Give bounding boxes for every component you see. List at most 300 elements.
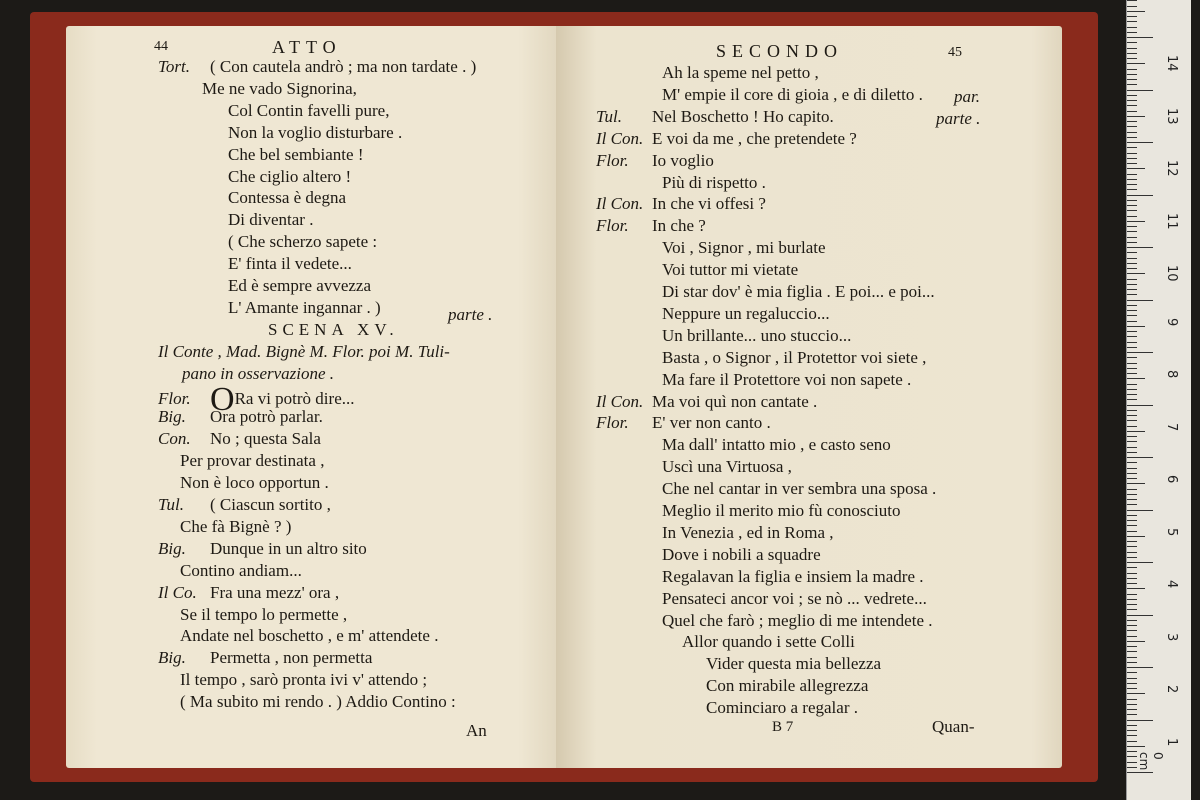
ruler-tick <box>1127 294 1137 295</box>
ruler-number: 11 <box>1164 212 1179 230</box>
ruler-tick <box>1127 441 1137 442</box>
text-line <box>596 391 817 413</box>
line-text: Cominciaro a regalar . <box>706 698 858 718</box>
line-text: Pensateci ancor voi ; se nò ... vedrete... <box>662 588 927 608</box>
ruler-tick <box>1127 447 1137 448</box>
ruler-tick <box>1127 405 1153 406</box>
text-line <box>158 516 291 538</box>
ruler-tick <box>1127 347 1137 348</box>
ruler-tick <box>1127 473 1137 474</box>
ruler-tick <box>1127 426 1137 427</box>
speaker-label: Tul. <box>158 495 184 514</box>
ruler-tick <box>1127 310 1137 311</box>
text-line <box>596 150 714 172</box>
line-text: Dunque in un altro sito <box>210 538 367 558</box>
line-text: Fra una mezz' ora , <box>210 582 340 602</box>
text-line <box>596 588 927 610</box>
ruler-tick <box>1127 767 1137 768</box>
text-line <box>158 275 371 297</box>
text-line <box>158 209 313 231</box>
ruler-tick <box>1127 158 1137 159</box>
ruler-tick <box>1127 457 1153 458</box>
text-line <box>596 697 858 719</box>
text-line <box>596 193 766 215</box>
initial-letter: O <box>210 380 235 418</box>
line-text: Per provar destinata , <box>180 451 325 471</box>
ruler-tick <box>1127 709 1137 710</box>
ruler-tick <box>1127 42 1137 43</box>
ruler-tick <box>1127 483 1145 484</box>
ruler-number: 1 <box>1164 737 1179 746</box>
text-line <box>158 625 438 647</box>
line-text: ( Che scherzo sapete : <box>228 232 378 252</box>
ruler-tick <box>1127 494 1137 495</box>
ruler-tick <box>1127 636 1137 637</box>
text-line <box>158 122 402 144</box>
ruler-tick <box>1127 237 1137 238</box>
ruler-tick <box>1127 321 1137 322</box>
ruler-number: 10 <box>1164 265 1179 282</box>
catchword-left: An <box>466 721 487 740</box>
ruler-tick <box>1127 756 1137 757</box>
ruler-tick <box>1127 326 1145 327</box>
text-line <box>158 297 381 319</box>
ruler-tick <box>1127 399 1137 400</box>
text-line <box>158 253 352 275</box>
line-text: E voi da me , che pretendete ? <box>652 128 857 148</box>
line-text: Nel Boschetto ! Ho capito. <box>652 106 834 126</box>
ruler-tick <box>1127 179 1137 180</box>
speaker-label: Il Co. <box>158 582 197 602</box>
signature-mark: B 7 <box>772 719 794 735</box>
ruler-tick <box>1127 121 1137 122</box>
text-line <box>596 478 936 500</box>
ruler-tick <box>1127 368 1137 369</box>
ruler-tick <box>1127 331 1137 332</box>
ruler-tick <box>1127 536 1145 537</box>
line-text: SCENA XV. <box>268 319 399 339</box>
text-line <box>158 166 351 188</box>
ruler-tick <box>1127 126 1137 127</box>
ruler-number: 7 <box>1164 422 1179 431</box>
line-text: Più di rispetto . <box>662 172 766 192</box>
line-text: Ra vi potrò dire... <box>234 388 355 408</box>
text-line <box>596 456 792 478</box>
ruler-tick <box>1127 247 1153 248</box>
speaker-label: Flor. <box>158 388 191 408</box>
ruler-tick <box>1127 74 1137 75</box>
line-text: Che nel cantar in ver sembra una sposa . <box>662 479 937 499</box>
ruler-tick <box>1127 305 1137 306</box>
text-line <box>158 450 324 472</box>
text-line <box>596 281 935 303</box>
text-line <box>158 647 372 669</box>
speaker-label: Flor. <box>596 150 629 170</box>
ruler-tick <box>1127 84 1137 85</box>
ruler-tick <box>1127 468 1137 469</box>
ruler-tick <box>1127 268 1137 269</box>
text-line <box>596 128 857 150</box>
ruler-tick <box>1127 720 1153 721</box>
line-text: Ah la speme nel petto , <box>662 63 819 82</box>
line-text: M' empie il core di gioia , e di diletto . <box>662 84 923 104</box>
ruler-tick <box>1127 489 1137 490</box>
ruler-tick <box>1127 504 1137 505</box>
text-line <box>596 106 834 128</box>
ruler-tick <box>1127 27 1137 28</box>
ruler-number: 3 <box>1164 632 1179 641</box>
ruler-tick <box>1127 216 1137 217</box>
line-text: Ora potrò parlar. <box>210 407 323 427</box>
ruler-tick <box>1127 615 1153 616</box>
ruler-tick <box>1127 604 1137 605</box>
line-text: Allor quando i sette Colli <box>682 632 855 652</box>
ruler-tick <box>1127 541 1137 542</box>
ruler-tick <box>1127 515 1137 516</box>
ruler-tick <box>1127 741 1137 742</box>
line-text: Non è loco opportun . <box>180 473 329 493</box>
ruler-tick <box>1127 620 1137 621</box>
left-page <box>66 26 580 768</box>
ruler-tick <box>1127 725 1137 726</box>
ruler-tick <box>1127 578 1137 579</box>
speaker-label: Il Con. <box>596 128 644 148</box>
line-text: Contino andiam... <box>180 560 302 580</box>
line-text: ( Ma subito mi rendo . ) Addio Contino : <box>180 692 456 712</box>
line-text: Io voglio <box>652 150 714 170</box>
line-text: Basta , o Signor , il Protettor voi siete , <box>662 347 927 367</box>
line-text: Me ne vado Signorina, <box>202 78 357 98</box>
text-line <box>596 325 851 347</box>
ruler-tick <box>1127 662 1137 663</box>
speaker-label: Big. <box>158 538 186 558</box>
ruler-tick <box>1127 672 1137 673</box>
ruler-tick <box>1127 210 1137 211</box>
text-line <box>158 78 357 100</box>
line-text: Che ciglio altero ! <box>228 166 352 186</box>
ruler-tick <box>1127 168 1145 169</box>
text-line <box>596 631 855 653</box>
ruler-number: 13 <box>1164 107 1179 125</box>
text-line <box>596 172 766 194</box>
ruler-tick <box>1127 420 1137 421</box>
line-text: In che vi offesi ? <box>652 194 766 214</box>
ruler-tick <box>1127 100 1137 101</box>
page-number-right: 45 <box>948 45 962 60</box>
text-line <box>596 653 881 675</box>
ruler-tick <box>1127 300 1153 301</box>
ruler-tick <box>1127 735 1137 736</box>
ruler-tick <box>1127 373 1137 374</box>
line-text: Col Contin favelli pure, <box>228 100 390 120</box>
ruler-tick <box>1127 63 1145 64</box>
measuring-ruler <box>1126 0 1191 800</box>
text-line <box>158 669 427 691</box>
line-text: Il tempo , sarò pronta ivi v' attendo ; <box>180 670 428 690</box>
text-line <box>596 434 891 456</box>
ruler-tick <box>1127 525 1137 526</box>
ruler-tick <box>1127 163 1137 164</box>
ruler-tick <box>1127 205 1137 206</box>
ruler-tick <box>1127 90 1153 91</box>
text-line <box>596 610 933 632</box>
ruler-tick <box>1127 630 1137 631</box>
line-text: Non la voglio disturbare . <box>228 122 403 142</box>
ruler-tick <box>1127 657 1137 658</box>
ruler-tick <box>1127 189 1137 190</box>
ruler-tick <box>1127 11 1145 12</box>
line-text: ( Ciascun sortito , <box>210 495 331 514</box>
ruler-tick <box>1127 116 1145 117</box>
ruler-tick <box>1127 279 1137 280</box>
ruler-tick <box>1127 258 1137 259</box>
text-line <box>158 538 367 560</box>
stage-direction-parte: parte . <box>448 305 493 324</box>
ruler-tick <box>1127 641 1145 642</box>
text-line <box>596 566 924 588</box>
ruler-tick <box>1127 499 1137 500</box>
ruler-tick <box>1127 704 1137 705</box>
ruler-tick <box>1127 221 1145 222</box>
ruler-tick <box>1127 105 1137 106</box>
ruler-tick <box>1127 415 1137 416</box>
line-text: No ; questa Sala <box>210 429 321 449</box>
text-line <box>596 544 821 566</box>
text-line <box>596 84 923 106</box>
ruler-tick <box>1127 520 1137 521</box>
line-text: ( Con cautela andrò ; ma non tardate . ) <box>210 57 477 76</box>
ruler-number: 5 <box>1164 527 1179 536</box>
line-text: Regalavan la figlia e insiem la madre . <box>662 566 924 586</box>
ruler-tick <box>1127 699 1137 700</box>
stage-direction-par: par. <box>954 87 980 106</box>
ruler-tick <box>1127 678 1137 679</box>
ruler-tick <box>1127 714 1137 715</box>
ruler-tick <box>1127 132 1137 133</box>
ruler-number: 2 <box>1164 685 1179 694</box>
ruler-tick <box>1127 342 1137 343</box>
ruler-tick <box>1127 16 1137 17</box>
ruler-tick <box>1127 436 1137 437</box>
line-text: Che fà Bignè ? ) <box>180 516 292 536</box>
ruler-number: 14 <box>1164 55 1179 72</box>
line-text: In Venezia , ed in Roma , <box>662 522 834 542</box>
line-text: Dove i nobili a squadre <box>662 544 821 564</box>
line-text: Neppure un regaluccio... <box>662 303 830 323</box>
line-text: Meglio il merito mio fù conosciuto <box>662 501 901 520</box>
ruler-tick <box>1127 200 1137 201</box>
ruler-tick <box>1127 315 1137 316</box>
text-line <box>158 56 476 78</box>
ruler-tick <box>1127 174 1137 175</box>
text-line <box>596 369 911 391</box>
ruler-tick <box>1127 389 1137 390</box>
line-text: Quel che farò ; meglio di me intendete . <box>662 610 933 630</box>
line-text: E' ver non canto . <box>652 413 771 433</box>
ruler-tick <box>1127 762 1137 763</box>
line-text: Contessa è degna <box>228 188 347 208</box>
ruler-tick <box>1127 153 1137 154</box>
speaker-label: Tul. <box>596 106 622 126</box>
ruler-tick <box>1127 252 1137 253</box>
ruler-tick <box>1127 195 1153 196</box>
ruler-tick <box>1127 772 1153 773</box>
text-line <box>158 560 302 582</box>
ruler-tick <box>1127 32 1137 33</box>
ruler-tick <box>1127 452 1137 453</box>
text-line <box>596 675 868 697</box>
ruler-tick <box>1127 263 1137 264</box>
ruler-number: 9 <box>1164 317 1179 326</box>
ruler-tick <box>1127 609 1137 610</box>
ruler-tick <box>1127 284 1137 285</box>
text-line <box>596 62 819 84</box>
line-text: E' finta il vedete... <box>228 254 352 274</box>
text-line <box>158 187 346 209</box>
text-line <box>158 472 329 494</box>
line-text: Di star dov' è mia figlia . E poi... e poi... <box>662 282 935 301</box>
text-line <box>158 494 331 516</box>
running-head-left: ATTO <box>272 37 342 57</box>
ruler-tick <box>1127 137 1137 138</box>
ruler-tick <box>1127 562 1153 563</box>
line-text: Vider questa mia bellezza <box>706 654 882 674</box>
line-text: Ma dall' intatto mio , e casto seno <box>662 435 891 455</box>
stage-direction-parte-right: parte . <box>936 109 981 128</box>
ruler-tick <box>1127 21 1137 22</box>
ruler-tick <box>1127 273 1145 274</box>
text-line <box>596 412 771 434</box>
ruler-number: 4 <box>1164 580 1179 589</box>
line-text: Ma fare il Protettore voi non sapete . <box>662 369 912 389</box>
ruler-tick <box>1127 69 1137 70</box>
ruler-tick <box>1127 184 1137 185</box>
text-line <box>596 215 706 237</box>
ruler-tick <box>1127 37 1153 38</box>
line-text: Un brillante... uno stuccio... <box>662 325 852 345</box>
ruler-tick <box>1127 552 1137 553</box>
text-line <box>596 347 926 369</box>
ruler-tick <box>1127 730 1137 731</box>
ruler-tick <box>1127 599 1137 600</box>
ruler-unit-label: 0 cm <box>1137 752 1165 771</box>
ruler-tick <box>1127 147 1137 148</box>
ruler-tick <box>1127 510 1153 511</box>
ruler-tick <box>1127 625 1137 626</box>
ruler-tick <box>1127 336 1137 337</box>
ruler-tick <box>1127 410 1137 411</box>
line-text: pano in osservazione . <box>182 363 335 383</box>
ruler-tick <box>1127 583 1137 584</box>
speaker-label: Big. <box>158 648 186 668</box>
text-line <box>158 363 334 385</box>
ruler-tick <box>1127 384 1137 385</box>
speaker-label: Il Con. <box>596 391 644 411</box>
line-text: Andate nel boschetto , e m' attendete . <box>180 626 439 646</box>
ruler-tick <box>1127 594 1137 595</box>
text-line <box>158 428 321 450</box>
text-line <box>158 604 347 626</box>
text-line <box>596 522 834 544</box>
ruler-tick <box>1127 352 1153 353</box>
ruler-tick <box>1127 0 1137 1</box>
ruler-tick <box>1127 531 1137 532</box>
text-line <box>158 100 389 122</box>
ruler-tick <box>1127 6 1137 7</box>
ruler-tick <box>1127 557 1137 558</box>
page-number-left: 44 <box>154 39 168 54</box>
ruler-tick <box>1127 693 1145 694</box>
running-head-right: SECONDO <box>716 41 844 61</box>
speaker-label: Il Con. <box>596 194 644 214</box>
ruler-number: 12 <box>1164 160 1179 177</box>
ruler-tick <box>1127 58 1137 59</box>
ruler-tick <box>1127 646 1137 647</box>
ruler-tick <box>1127 53 1137 54</box>
text-line <box>158 691 456 713</box>
text-line <box>158 582 339 604</box>
ruler-tick <box>1127 667 1153 668</box>
text-line <box>158 231 377 253</box>
line-text: Il Conte , Mad. Bignè M. Flor. poi M. Tuli- <box>158 341 450 361</box>
text-line <box>158 144 364 166</box>
ruler-tick <box>1127 588 1145 589</box>
line-text: Voi tuttor mi vietate <box>662 260 799 280</box>
ruler-tick <box>1127 111 1137 112</box>
ruler-tick <box>1127 95 1137 96</box>
ruler-tick <box>1127 142 1153 143</box>
ruler-tick <box>1127 751 1137 752</box>
line-text: Ed è sempre avvezza <box>228 276 371 295</box>
ruler-number: 6 <box>1164 475 1179 484</box>
speaker-label: Tort. <box>158 57 190 76</box>
line-text: Uscì una Virtuosa , <box>662 457 792 477</box>
line-text: Ma voi quì non cantate . <box>652 391 818 411</box>
speaker-label: Con. <box>158 429 191 449</box>
ruler-tick <box>1127 431 1145 432</box>
ruler-tick <box>1127 573 1137 574</box>
line-text: Se il tempo lo permette , <box>180 604 348 624</box>
line-text: In che ? <box>652 216 706 236</box>
text-line <box>158 319 399 341</box>
ruler-tick <box>1127 546 1137 547</box>
ruler-tick <box>1127 79 1137 80</box>
ruler-tick <box>1127 651 1137 652</box>
speaker-label: Flor. <box>596 216 629 236</box>
ruler-tick <box>1127 746 1145 747</box>
ruler-tick <box>1127 231 1137 232</box>
ruler-tick <box>1127 462 1137 463</box>
ruler-tick <box>1127 242 1137 243</box>
speaker-label: Flor. <box>596 413 629 433</box>
speaker-label: Big. <box>158 407 186 427</box>
text-line <box>158 341 450 363</box>
text-line <box>596 237 826 259</box>
text-line <box>596 500 900 522</box>
line-text: L' Amante ingannar . ) <box>228 297 381 317</box>
ruler-tick <box>1127 289 1137 290</box>
ruler-tick <box>1127 683 1137 684</box>
ruler-tick <box>1127 688 1137 689</box>
ruler-tick <box>1127 357 1137 358</box>
text-line <box>596 259 798 281</box>
ruler-tick <box>1127 394 1137 395</box>
ruler-tick <box>1127 567 1137 568</box>
ruler-tick <box>1127 478 1137 479</box>
catchword-right: Quan- <box>932 717 975 736</box>
text-line <box>158 406 323 428</box>
right-page <box>556 26 1062 768</box>
